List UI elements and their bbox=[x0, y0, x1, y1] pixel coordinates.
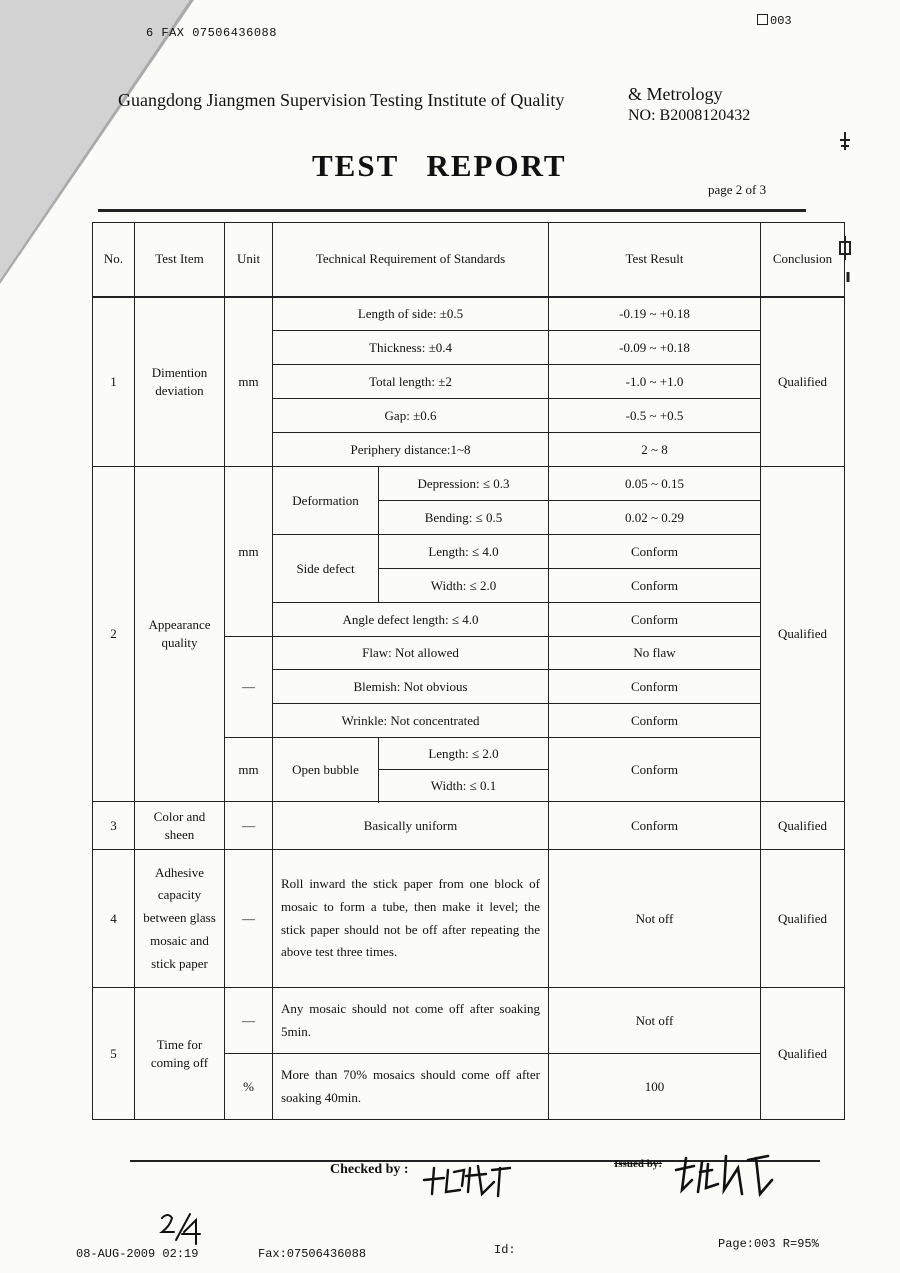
footer-fax: Fax:07506436088 bbox=[258, 1247, 367, 1261]
row4-conclusion: Qualified bbox=[761, 850, 845, 988]
institute-suffix: & Metrology bbox=[628, 84, 723, 104]
header-unit: Unit bbox=[225, 223, 273, 297]
row5-requirement-b: More than 70% mosaics should come off after soaking 40min. bbox=[273, 1054, 549, 1120]
footer-page: Page:003 R=95% bbox=[718, 1237, 819, 1251]
row5-result-a: Not off bbox=[549, 988, 761, 1054]
header-no: No. bbox=[93, 223, 135, 297]
row5-item: Time for coming off bbox=[135, 988, 225, 1120]
handwritten-note-icon bbox=[158, 1210, 202, 1246]
fax-page-tag-text: 003 bbox=[770, 14, 792, 28]
header-item: Test Item bbox=[135, 223, 225, 297]
institute-name: Guangdong Jiangmen Supervision Testing Institute of Quality bbox=[118, 90, 565, 110]
row3-conclusion: Qualified bbox=[761, 802, 845, 850]
checked-by-label: Checked by : bbox=[330, 1162, 409, 1177]
row2-wrinkle-result: Conform bbox=[549, 704, 761, 738]
issued-by-label: Issued by: bbox=[614, 1158, 662, 1170]
row2-unit-mm: mm bbox=[225, 467, 273, 637]
row3-requirement: Basically uniform bbox=[273, 802, 549, 850]
table-row bbox=[93, 297, 845, 331]
row2-depression: Depression: ≤ 0.3 bbox=[379, 467, 549, 501]
row1-conclusion: Qualified bbox=[761, 297, 845, 467]
row2-item: Appearance quality bbox=[135, 467, 225, 802]
row2-bubble: Open bubble bbox=[273, 738, 379, 802]
title-rule bbox=[98, 209, 806, 212]
table-row bbox=[93, 802, 845, 850]
row4-unit: — bbox=[225, 850, 273, 988]
row4-result: Not off bbox=[549, 850, 761, 988]
row2-blemish-result: Conform bbox=[549, 670, 761, 704]
fax-page-tag bbox=[757, 14, 792, 28]
row2-angle-result: Conform bbox=[549, 603, 761, 637]
row2-side-defect: Side defect bbox=[273, 535, 379, 603]
row2-side-length: Length: ≤ 4.0 bbox=[379, 535, 549, 569]
row1-req: Periphery distance:1~8 bbox=[273, 433, 549, 467]
row3-item: Color and sheen bbox=[135, 802, 225, 850]
header-requirement: Technical Requirement of Standards bbox=[273, 223, 549, 297]
row1-req: Length of side: ±0.5 bbox=[273, 297, 549, 331]
row2-bubble-width: Width: ≤ 0.1 bbox=[379, 770, 549, 802]
row5-unit-a: — bbox=[225, 988, 273, 1054]
row2-deformation: Deformation bbox=[273, 467, 379, 535]
row5-requirement-a: Any mosaic should not come off after soaking 5min. bbox=[273, 988, 549, 1054]
row2-bending: Bending: ≤ 0.5 bbox=[379, 501, 549, 535]
row4-item: Adhesive capacity between glass mosaic and stick paper bbox=[135, 850, 225, 988]
row3-no: 3 bbox=[93, 802, 135, 850]
page-counter: page 2 of 3 bbox=[708, 182, 767, 197]
row1-unit: mm bbox=[225, 297, 273, 467]
row2-unit-dash: — bbox=[225, 637, 273, 738]
row5-result-b: 100 bbox=[549, 1054, 761, 1120]
table-row bbox=[93, 467, 845, 501]
header-result: Test Result bbox=[549, 223, 761, 297]
checked-signature-icon bbox=[420, 1162, 530, 1198]
page-title: TEST REPORT bbox=[312, 148, 567, 183]
footer-date: 08-AUG-2009 02:19 bbox=[76, 1247, 199, 1261]
row1-result: -0.09 ~ +0.18 bbox=[549, 331, 761, 365]
row2-flaw-result: No flaw bbox=[549, 637, 761, 670]
row2-bubble-length: Length: ≤ 2.0 bbox=[379, 738, 549, 770]
row2-unit-mm2: mm bbox=[225, 738, 273, 802]
row2-depression-result: 0.05 ~ 0.15 bbox=[549, 467, 761, 501]
footer-id: Id: bbox=[494, 1243, 516, 1257]
table-row bbox=[93, 988, 845, 1054]
row3-result: Conform bbox=[549, 802, 761, 850]
row4-requirement: Roll inward the stick paper from one block of mosaic to form a tube, then make it level; the stick paper should not be off after repeating the above test three times. bbox=[273, 850, 549, 988]
row2-bubble-result: Conform bbox=[549, 738, 761, 802]
row1-req: Thickness: ±0.4 bbox=[273, 331, 549, 365]
row5-no: 5 bbox=[93, 988, 135, 1120]
row5-unit-b: % bbox=[225, 1054, 273, 1120]
table-header-row bbox=[93, 223, 845, 297]
row1-result: -0.5 ~ +0.5 bbox=[549, 399, 761, 433]
report-number: NO: B2008120432 bbox=[628, 107, 751, 124]
row2-no: 2 bbox=[93, 467, 135, 802]
row5-conclusion: Qualified bbox=[761, 988, 845, 1120]
row2-wrinkle: Wrinkle: Not concentrated bbox=[273, 704, 549, 738]
row1-result: 2 ~ 8 bbox=[549, 433, 761, 467]
fax-header: 6 FAX 07506436088 bbox=[146, 26, 277, 40]
row2-blemish: Blemish: Not obvious bbox=[273, 670, 549, 704]
row2-side-length-result: Conform bbox=[549, 535, 761, 569]
checkbox-icon bbox=[757, 14, 768, 25]
row2-conclusion: Qualified bbox=[761, 467, 845, 802]
row1-req: Gap: ±0.6 bbox=[273, 399, 549, 433]
row4-no: 4 bbox=[93, 850, 135, 988]
row1-result: -0.19 ~ +0.18 bbox=[549, 297, 761, 331]
row2-angle: Angle defect length: ≤ 4.0 bbox=[273, 603, 549, 637]
row3-unit: — bbox=[225, 802, 273, 850]
row2-side-width-result: Conform bbox=[549, 569, 761, 603]
row1-item: Dimention deviation bbox=[135, 297, 225, 467]
row1-req: Total length: ±2 bbox=[273, 365, 549, 399]
row1-no: 1 bbox=[93, 297, 135, 467]
row2-bending-result: 0.02 ~ 0.29 bbox=[549, 501, 761, 535]
row2-flaw: Flaw: Not allowed bbox=[273, 637, 549, 670]
row1-result: -1.0 ~ +1.0 bbox=[549, 365, 761, 399]
row2-side-width: Width: ≤ 2.0 bbox=[379, 569, 549, 603]
header-conclusion: Conclusion bbox=[761, 223, 845, 297]
test-results-table bbox=[92, 222, 845, 1120]
table-row bbox=[93, 850, 845, 988]
issued-signature-icon bbox=[672, 1150, 782, 1200]
